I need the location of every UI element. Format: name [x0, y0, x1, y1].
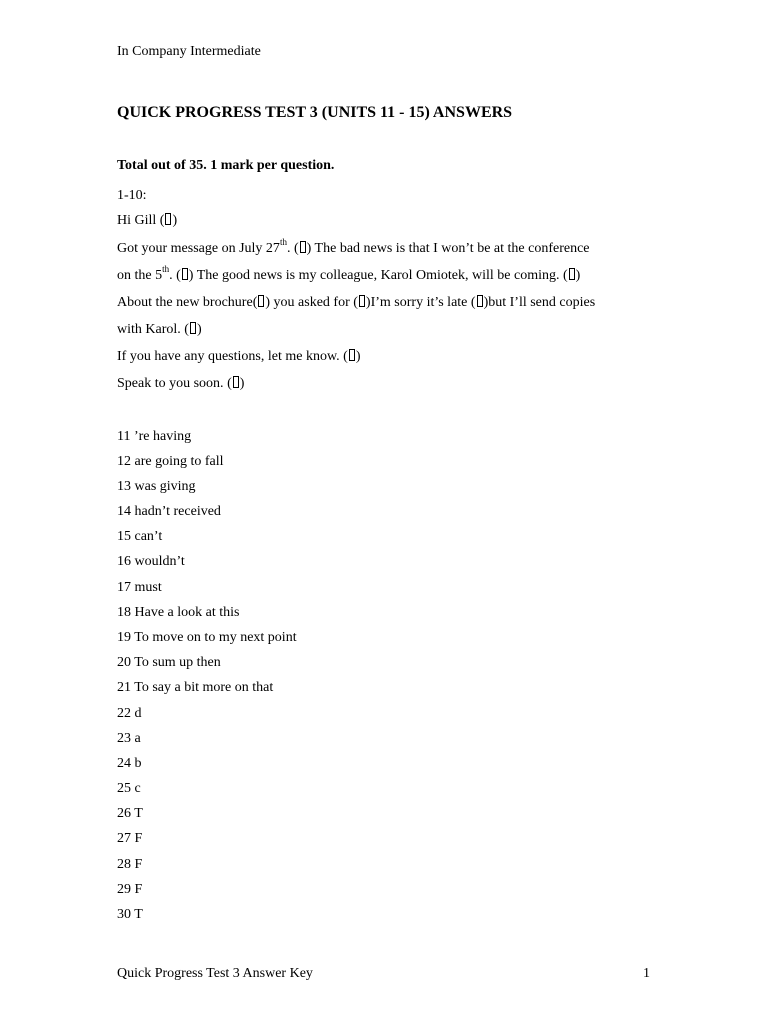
letter-line-2-text-a: on the 5	[117, 268, 163, 283]
page-number: 1	[643, 966, 650, 981]
answer-item: 19 To move on to my next point	[117, 630, 297, 645]
letter-line-5: If you have any questions, let me know. ( )	[117, 349, 361, 364]
mark-box-icon	[233, 376, 239, 388]
answer-item: 20 To sum up then	[117, 655, 221, 670]
mark-box-icon	[359, 295, 365, 307]
answer-item: 13 was giving	[117, 479, 196, 494]
footer-title: Quick Progress Test 3 Answer Key	[117, 966, 313, 981]
mark-box-icon	[569, 268, 575, 280]
answer-item: 29 F	[117, 882, 143, 897]
letter-line-6-text: Speak to you soon.	[117, 376, 224, 391]
answer-item: 27 F	[117, 831, 143, 846]
answer-item: 14 hadn’t received	[117, 504, 221, 519]
page-title: QUICK PROGRESS TEST 3 (UNITS 11 - 15) ANSWERS	[117, 104, 513, 121]
answer-item: 23 a	[117, 731, 141, 746]
letter-line-3-text-a: About the new brochure	[117, 295, 253, 310]
answer-item: 30 T	[117, 907, 143, 922]
letter-line-1-text-c: The bad news is that I won’t be at the conference	[314, 241, 590, 256]
answer-item: 11 ’re having	[117, 429, 192, 444]
answer-item: 24 b	[117, 756, 142, 771]
letter-line-1-text-b: .	[286, 241, 291, 256]
mark-box-icon	[300, 241, 306, 253]
letter-line-3-text-c: I’m sorry it’s late	[370, 295, 468, 310]
greeting-text: Hi Gill	[117, 213, 157, 228]
mark-box-icon	[165, 213, 171, 225]
letter-line-1-text-a: Got your message on July 27	[117, 241, 280, 256]
letter-line-3-text-b: you asked for	[273, 295, 350, 310]
letter-line-2-text-b: .	[169, 268, 173, 283]
answer-item: 15 can’t	[117, 529, 163, 544]
running-header: In Company Intermediate	[117, 44, 261, 59]
mark-box-icon	[190, 322, 196, 334]
mark-box-icon	[349, 349, 355, 361]
ordinal-suffix: th	[279, 237, 287, 248]
ordinal-suffix: th	[162, 264, 170, 275]
answer-item: 22 d	[117, 706, 142, 721]
letter-line-5-text: If you have any questions, let me know.	[117, 349, 340, 364]
answer-item: 26 T	[117, 806, 143, 821]
letter-line-2-text-c: The good news is my colleague, Karol Omiotek, will be coming.	[196, 268, 560, 283]
answer-item: 12 are going to fall	[117, 454, 224, 469]
answer-item: 21 To say a bit more on that	[117, 680, 274, 695]
answer-item: 18 Have a look at this	[117, 605, 240, 620]
mark-box-icon	[258, 295, 264, 307]
letter-line-4: with Karol. ( )	[117, 322, 202, 337]
answer-item: 17 must	[117, 580, 162, 595]
answer-item: 28 F	[117, 857, 143, 872]
answer-item: 16 wouldn’t	[117, 554, 185, 569]
letter-line-3-text-d: but I’ll send copies	[488, 295, 596, 310]
section-range-label: 1-10:	[117, 188, 147, 203]
mark-box-icon	[477, 295, 483, 307]
letter-line-2: on the 5th. ( ) The good news is my colleague, Karol Omiotek, will be coming. ( )	[117, 264, 581, 283]
letter-line-6: Speak to you soon. ( )	[117, 376, 245, 391]
letter-line-1: Got your message on July 27th. ( ) The bad news is that I won’t be at the conference	[117, 237, 590, 256]
letter-greeting-line: Hi Gill ( )	[117, 213, 178, 228]
letter-line-4-text: with Karol.	[117, 322, 181, 337]
mark-box-icon	[182, 268, 188, 280]
letter-line-3: About the new brochure( ) you asked for ( )I’m sorry it’s late ( )but I’ll send copies	[117, 295, 596, 310]
marking-instructions: Total out of 35. 1 mark per question.	[117, 158, 335, 173]
answer-item: 25 c	[117, 781, 141, 796]
